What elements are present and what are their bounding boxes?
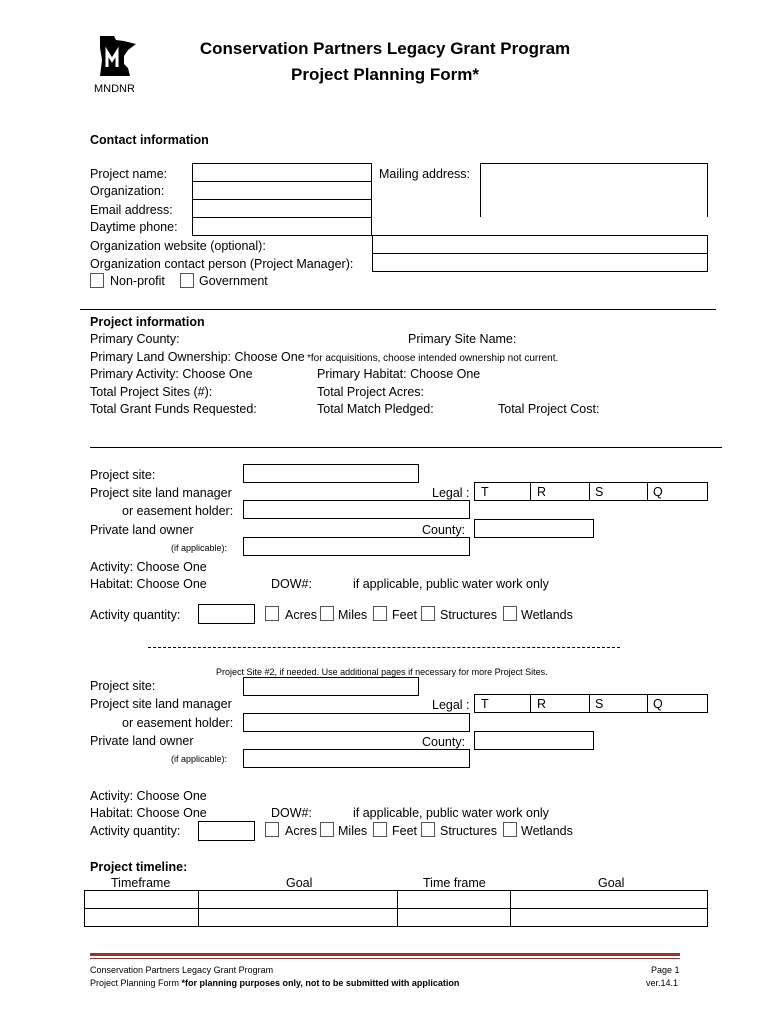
total-sites-label: Total Project Sites (#): [90, 385, 213, 399]
site1-habitat-select[interactable]: Habitat: Choose One [90, 577, 207, 591]
land-ownership-select[interactable]: Primary Land Ownership: Choose One [90, 350, 305, 364]
page-title: Conservation Partners Legacy Grant Program [199, 39, 571, 58]
site1-if-applicable: (if applicable): [171, 543, 228, 553]
project-name-label: Project name: [90, 167, 168, 181]
site1-legal-label: Legal : [432, 486, 470, 500]
legal-q: Q [653, 697, 663, 711]
site2-miles-label: Miles [338, 824, 368, 838]
site2-legal-table[interactable] [474, 694, 708, 713]
site2-wetlands-checkbox[interactable] [503, 822, 517, 837]
site1-structures-checkbox[interactable] [421, 606, 435, 621]
site-divider [148, 647, 620, 648]
website-label: Organization website (optional): [90, 239, 266, 253]
project-name-field[interactable] [192, 163, 372, 182]
section-divider [80, 309, 716, 310]
legal-r: R [537, 697, 547, 711]
legal-t: T [481, 697, 489, 711]
footer-note: *for planning purposes only, not to be submitted with application [181, 978, 460, 988]
site2-note: Project Site #2, if needed. Use additional pages if necessary for more Project Sites. [216, 667, 548, 677]
site1-wetlands-label: Wetlands [521, 608, 573, 622]
site2-feet-label: Feet [392, 824, 418, 838]
site2-acres-label: Acres [285, 824, 317, 838]
legal-q: Q [653, 485, 663, 499]
site2-quantity-label: Activity quantity: [90, 824, 181, 838]
site1-private-owner-label: Private land owner [90, 523, 194, 537]
footer-form-name [90, 976, 459, 991]
site1-structures-label: Structures [440, 608, 497, 622]
site2-if-applicable: (if applicable): [171, 754, 228, 764]
site1-field[interactable] [243, 464, 419, 483]
site2-private-owner-label: Private land owner [90, 734, 194, 748]
footer-form-prefix: Project Planning Form [90, 978, 182, 988]
site2-legal-label: Legal : [432, 698, 470, 712]
site2-land-manager-label: Project site land manager [90, 697, 232, 711]
mailing-address-field[interactable] [480, 163, 708, 217]
page-subtitle: Project Planning Form* [291, 65, 479, 84]
mailing-address-label: Mailing address: [379, 167, 471, 181]
site2-wetlands-label: Wetlands [521, 824, 573, 838]
site1-dow-label: DOW#: [271, 577, 312, 591]
site1-quantity-label: Activity quantity: [90, 608, 181, 622]
timeline-row[interactable] [84, 890, 708, 909]
primary-county-label: Primary County: [90, 332, 180, 346]
site1-feet-label: Feet [392, 608, 418, 622]
organization-field[interactable] [192, 181, 372, 200]
website-field[interactable] [372, 235, 708, 254]
timeline-col-goal: Goal [286, 876, 313, 890]
footer-rule-thin [90, 958, 680, 959]
primary-activity-select[interactable]: Primary Activity: Choose One [90, 367, 253, 381]
site2-quantity-field[interactable] [198, 821, 255, 841]
site2-miles-checkbox[interactable] [320, 822, 334, 837]
site1-quantity-field[interactable] [198, 604, 255, 624]
site2-label: Project site: [90, 679, 156, 693]
site2-acres-checkbox[interactable] [265, 822, 279, 837]
email-field[interactable] [192, 199, 372, 218]
primary-habitat-select[interactable]: Primary Habitat: Choose One [317, 367, 481, 381]
government-label: Government [199, 274, 268, 288]
site1-legal-table[interactable] [474, 482, 708, 501]
nonprofit-checkbox[interactable] [90, 273, 104, 288]
section-divider [90, 447, 722, 448]
site1-wetlands-checkbox[interactable] [503, 606, 517, 621]
site2-habitat-select[interactable]: Habitat: Choose One [90, 806, 207, 820]
nonprofit-label: Non-profit [110, 274, 165, 288]
site1-easement-label: or easement holder: [122, 504, 234, 518]
project-cost-label: Total Project Cost: [498, 402, 600, 416]
total-acres-label: Total Project Acres: [317, 385, 424, 399]
email-label: Email address: [90, 203, 173, 217]
site1-miles-checkbox[interactable] [320, 606, 334, 621]
site1-county-field[interactable] [474, 519, 594, 538]
footer-program: Conservation Partners Legacy Grant Program [90, 965, 274, 975]
site2-county-field[interactable] [474, 731, 594, 750]
acquisition-note: *for acquisitions, choose intended ownership not current. [307, 353, 559, 364]
organization-label: Organization: [90, 184, 165, 198]
site1-activity-select[interactable]: Activity: Choose One [90, 560, 207, 574]
primary-site-name-label: Primary Site Name: [408, 332, 517, 346]
timeline-row[interactable] [84, 908, 708, 927]
contact-person-label: Organization contact person (Project Manager): [90, 257, 354, 271]
site2-dow-note: if applicable, public water work only [353, 806, 549, 820]
grant-funds-label: Total Grant Funds Requested: [90, 402, 257, 416]
site1-acres-checkbox[interactable] [265, 606, 279, 621]
site2-easement-label: or easement holder: [122, 716, 234, 730]
timeline-heading: Project timeline: [90, 860, 188, 874]
site1-feet-checkbox[interactable] [373, 606, 387, 621]
site1-dow-note: if applicable, public water work only [353, 577, 549, 591]
footer-version: ver.14.1 [646, 978, 679, 988]
legal-s: S [595, 697, 604, 711]
site1-county-label: County: [422, 523, 466, 537]
contact-person-field[interactable] [372, 253, 708, 272]
site2-land-manager-field[interactable] [243, 713, 470, 732]
site2-structures-checkbox[interactable] [421, 822, 435, 837]
phone-label: Daytime phone: [90, 220, 178, 234]
timeline-col-timeframe-2: Time frame [423, 876, 486, 890]
site2-county-label: County: [422, 735, 466, 749]
timeline-col-timeframe: Timeframe [111, 876, 171, 890]
legal-r: R [537, 485, 547, 499]
legal-t: T [481, 485, 489, 499]
site2-field[interactable] [243, 677, 419, 696]
site2-private-owner-field[interactable] [243, 749, 470, 768]
site2-structures-label: Structures [440, 824, 497, 838]
match-label: Total Match Pledged: [317, 402, 434, 416]
site1-land-manager-label: Project site land manager [90, 486, 232, 500]
footer-page: Page 1 [651, 965, 680, 975]
site1-private-owner-field[interactable] [243, 537, 470, 556]
legal-s: S [595, 485, 604, 499]
government-checkbox[interactable] [180, 273, 194, 288]
logo-text: MNDNR [94, 83, 135, 95]
site1-label: Project site: [90, 468, 156, 482]
site1-miles-label: Miles [338, 608, 368, 622]
timeline-col-goal-2: Goal [598, 876, 625, 890]
site2-feet-checkbox[interactable] [373, 822, 387, 837]
site2-activity-select[interactable]: Activity: Choose One [90, 789, 207, 803]
site1-acres-label: Acres [285, 608, 317, 622]
footer-rule [90, 953, 680, 956]
project-info-heading: Project information [90, 315, 205, 329]
site1-land-manager-field[interactable] [243, 500, 470, 519]
contact-heading: Contact information [90, 133, 209, 147]
site2-dow-label: DOW#: [271, 806, 312, 820]
phone-field[interactable] [192, 217, 372, 236]
